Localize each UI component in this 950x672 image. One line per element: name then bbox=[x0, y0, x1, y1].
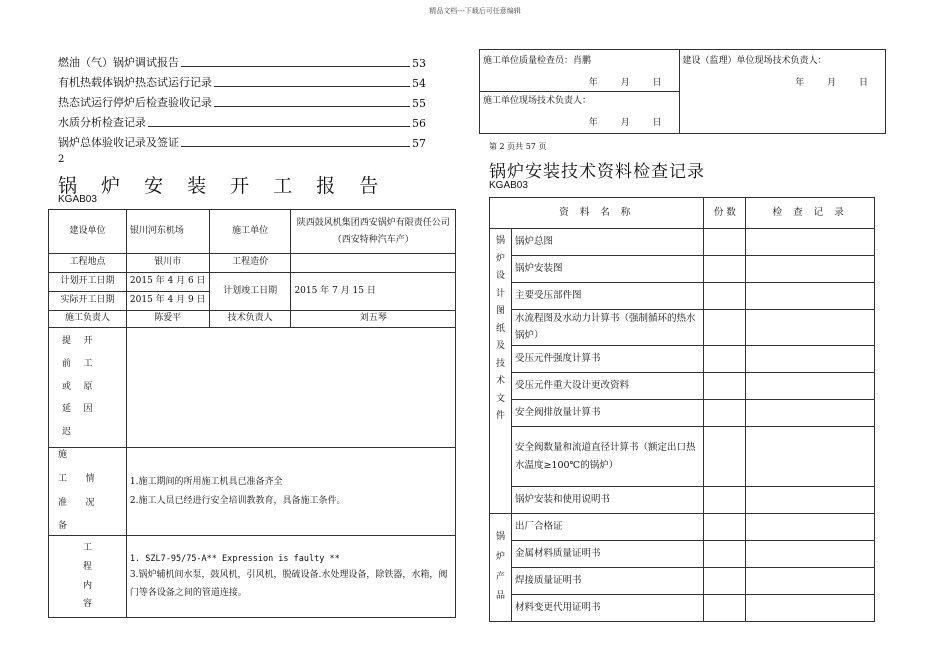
doc-item: 锅炉安装和使用说明书 bbox=[511, 487, 703, 514]
count-cell[interactable] bbox=[704, 427, 746, 487]
value-project-content bbox=[126, 536, 455, 618]
signoff-table bbox=[479, 49, 886, 134]
record-cell[interactable] bbox=[746, 541, 875, 568]
toc-item[interactable] bbox=[58, 52, 426, 70]
toc-item[interactable] bbox=[58, 92, 426, 110]
label-actual-start: 实际开工日期 bbox=[49, 292, 127, 311]
group-design-docs: 锅 炉 设 计 图 纸 及 技 术 文 件 bbox=[490, 229, 512, 514]
count-cell[interactable] bbox=[704, 541, 746, 568]
value-site: 银川市 bbox=[126, 254, 209, 273]
toc-page: 56 bbox=[412, 117, 426, 130]
date-line: 年 月 日 bbox=[588, 117, 662, 128]
header-name: 资 料 名 称 bbox=[490, 198, 704, 229]
content-line: 1. SZL7-95/75-A** Expression is faulty ** bbox=[129, 554, 340, 565]
label-planned-end: 计划竣工日期 bbox=[209, 273, 291, 311]
record-cell[interactable] bbox=[746, 310, 875, 346]
toc-page: 53 bbox=[412, 57, 426, 70]
label-site: 工程地点 bbox=[49, 254, 127, 273]
doc-item: 材料变更代用证明书 bbox=[511, 595, 703, 622]
record-cell[interactable] bbox=[746, 229, 875, 256]
prep-line: 1.施工期间的所用施工机具已准备齐全 bbox=[129, 476, 283, 487]
count-cell[interactable] bbox=[704, 400, 746, 427]
value-actual-start: 2015 年 4 月 9 日 bbox=[126, 292, 209, 311]
header-count: 份 数 bbox=[704, 198, 746, 229]
form-code: KGAB03 bbox=[58, 194, 97, 205]
value-construction-lead: 陈爱平 bbox=[126, 311, 209, 328]
count-cell[interactable] bbox=[704, 514, 746, 541]
doc-item: 水流程图及水动力计算书（强制循环的热水锅炉） bbox=[511, 310, 703, 346]
tech-lead-cell bbox=[480, 92, 680, 134]
toc-page: 57 bbox=[412, 137, 426, 150]
record-cell[interactable] bbox=[746, 346, 875, 373]
count-cell[interactable] bbox=[704, 568, 746, 595]
record-cell[interactable] bbox=[746, 400, 875, 427]
record-cell[interactable] bbox=[746, 568, 875, 595]
doc-item: 主要受压部件图 bbox=[511, 283, 703, 310]
record-cell[interactable] bbox=[746, 283, 875, 310]
toc-item[interactable] bbox=[58, 132, 426, 150]
toc-title: 锅炉总体验收记录及签证 bbox=[58, 136, 179, 149]
label-start-reason: 提 开 前 工 或 原 延 因 迟 bbox=[49, 328, 127, 448]
count-cell[interactable] bbox=[704, 487, 746, 514]
prep-line: 2.施工人员已经进行安全培训教教育，具备施工条件。 bbox=[129, 495, 346, 506]
header-record: 检 查 记 录 bbox=[746, 198, 875, 229]
start-report-table bbox=[48, 209, 456, 618]
toc-leader bbox=[148, 126, 410, 127]
label-construction-lead: 施工负责人 bbox=[49, 311, 127, 328]
toc-leader bbox=[214, 86, 410, 87]
count-cell[interactable] bbox=[704, 346, 746, 373]
supervisor-cell bbox=[679, 50, 886, 134]
watermark: 精品文档---下载后可任意编辑 bbox=[429, 7, 521, 15]
count-cell[interactable] bbox=[704, 256, 746, 283]
date-line: 年 月 日 bbox=[795, 77, 868, 88]
label-project-content: 工 程 内 容 bbox=[49, 536, 127, 618]
value-start-reason bbox=[126, 328, 455, 448]
doc-item: 出厂合格证 bbox=[511, 514, 703, 541]
count-cell[interactable] bbox=[704, 595, 746, 622]
doc-item: 锅炉总图 bbox=[511, 229, 703, 256]
toc-title: 有机热载体锅炉热态试运行记录 bbox=[58, 76, 212, 89]
count-cell[interactable] bbox=[704, 310, 746, 346]
toc-leader bbox=[181, 146, 410, 147]
doc-item: 锅炉安装图 bbox=[511, 256, 703, 283]
count-cell[interactable] bbox=[704, 229, 746, 256]
label-tech-lead: 技术负责人 bbox=[209, 311, 291, 328]
value-planned-start: 2015 年 4 月 6 日 bbox=[126, 273, 209, 292]
group-product-docs: 锅 炉 产 品 bbox=[490, 514, 512, 622]
label-construction-unit: 施工单位 bbox=[209, 210, 291, 254]
form-code-right: KGAB03 bbox=[489, 180, 528, 191]
qc-inspector-cell bbox=[480, 50, 680, 92]
page-marker: 2 bbox=[58, 154, 65, 165]
toc-page: 54 bbox=[412, 77, 426, 90]
date-line: 年 月 日 bbox=[588, 77, 662, 88]
toc-item[interactable] bbox=[58, 72, 426, 90]
tech-record-table bbox=[489, 197, 875, 622]
label-construction-prep: 施 工 情 准 况 备 bbox=[49, 448, 127, 536]
label-planned-start: 计划开工日期 bbox=[49, 273, 127, 292]
count-cell[interactable] bbox=[704, 373, 746, 400]
record-cell[interactable] bbox=[746, 487, 875, 514]
toc-title: 水质分析检查记录 bbox=[58, 116, 146, 129]
toc-title: 燃油（气）锅炉调试报告 bbox=[58, 56, 179, 69]
value-construction-unit: 陕西鼓风机集团西安锅炉有限责任公司（西安特种汽车产） bbox=[291, 210, 456, 254]
toc-item[interactable] bbox=[58, 112, 426, 130]
toc-page: 55 bbox=[412, 97, 426, 110]
value-construction-prep bbox=[126, 448, 455, 536]
toc-title: 热态试运行停炉后检查验收记录 bbox=[58, 96, 212, 109]
doc-item: 受压元件强度计算书 bbox=[511, 346, 703, 373]
count-cell[interactable] bbox=[704, 283, 746, 310]
doc-item: 受压元件重大设计更改资料 bbox=[511, 373, 703, 400]
site-tech-lead: 施工单位现场技术负责人： bbox=[483, 96, 592, 106]
record-cell[interactable] bbox=[746, 595, 875, 622]
value-build-unit: 银川河东机场 bbox=[126, 210, 209, 254]
doc-item: 金属材料质量证明书 bbox=[511, 541, 703, 568]
record-cell[interactable] bbox=[746, 514, 875, 541]
value-planned-end: 2015 年 7 月 15 日 bbox=[291, 273, 456, 311]
label-build-unit: 建设单位 bbox=[49, 210, 127, 254]
doc-item: 安全阀数量和流道直径计算书（额定出口热水温度≥100℃的锅炉） bbox=[511, 427, 703, 487]
value-cost bbox=[291, 254, 456, 273]
supervisor: 建设（监理）单位现场技术负责人： bbox=[682, 56, 827, 66]
record-cell[interactable] bbox=[746, 256, 875, 283]
doc-item: 安全阀排放量计算书 bbox=[511, 400, 703, 427]
doc-item: 焊接质量证明书 bbox=[511, 568, 703, 595]
record-cell[interactable] bbox=[746, 373, 875, 400]
qc-inspector: 施工单位质量检查员：肖鹏 bbox=[483, 56, 592, 66]
page-info: 第 2 页共 57 页 bbox=[489, 142, 547, 151]
content-line: 3.锅炉辅机间水泵，鼓风机，引风机，脱硫设备.水处理设备，除铁器，水箱，阀门等各设备之间的管道连接。 bbox=[129, 570, 448, 598]
toc-leader bbox=[214, 106, 410, 107]
value-tech-lead: 刘五琴 bbox=[291, 311, 456, 328]
tech-record-title: 锅炉安装技术资料检查记录 bbox=[489, 162, 705, 182]
label-cost: 工程造价 bbox=[209, 254, 291, 273]
toc-leader bbox=[181, 66, 410, 67]
start-report-title: 锅 炉 安 装 开 工 报 告 bbox=[58, 175, 388, 197]
record-cell[interactable] bbox=[746, 427, 875, 487]
